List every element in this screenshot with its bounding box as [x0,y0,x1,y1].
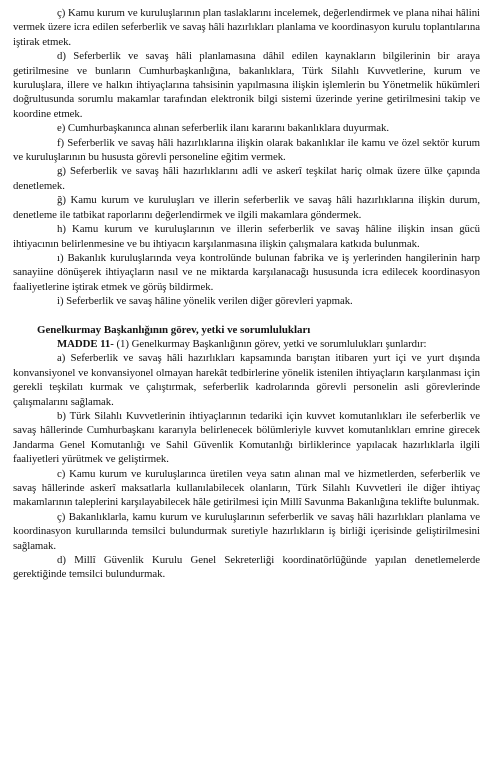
madde-intro-text: (1) Genelkurmay Başkanlığının görev, yetki ve sorumlulukları şunlardır: [113,337,427,350]
paragraph-c-cedilla: ç) Kamu kurum ve kuruluşlarının plan taslaklarını incelemek, değerlendirmek ve plana nihai hâlini vermek üzere icra edilen seferberlik ve savaş hâli hazırlıkları planlama ve koordinasyon kurulu toplantılarına iştirak etmek. [13,7,480,48]
paragraph-h: h) Kamu kurum ve kuruluşlarının ve illerin seferberlik ve savaş hâline ilişkin insan gücü ihtiyacının belirlenmesine ve bu ihtiyacın karşılanmasına ilişkin çalışmalara katkıda bulunmak. [13,223,480,250]
paragraph-e: e) Cumhurbaşkanınca alınan seferberlik ilanı kararını bakanlıklara duyurmak. [57,122,389,135]
section-gap [13,309,480,323]
paragraph-b: b) Türk Silahlı Kuvvetlerinin ihtiyaçlarının tedariki için kuvvet komutanlıkları ile seferberlik ve savaş hâllerinde Cumhurbaşkanı kararıyla belirlenecek bölümleriyle kuvvet komutanlıkları emrine girecek Jandarma Genel Komutanlığı ve Sahil Güvenlik Komutanlığı birliklerince yapılacak hazırlıklarla ilgili faaliyetleri yürütmek ve geliştirmek. [13,409,480,466]
paragraph-f: f) Seferberlik ve savaş hâli hazırlıklarına ilişkin olarak bakanlıklar ile kamu ve özel sektör kurum ve kuruluşlarının bu hususta görevli personeline eğitim vermek. [13,136,480,164]
paragraph-g-breve: ğ) Kamu kurum ve kuruluşları ve illerin seferberlik ve savaş hâli hazırlıklarına ilişkin durum, denetleme ile tatbikat raporlarını değerlendirmek ve ilgili makamlara göndermek. [13,194,480,221]
paragraph-i: i) Seferberlik ve savaş hâline yönelik verilen diğer görevleri yapmak. [57,295,353,308]
paragraph-g: g) Seferberlik ve savaş hâli hazırlıklarını adli ve askerî teşkilat hariç olmak üzere ülke çapında denetlemek. [13,165,480,192]
paragraph-a: a) Seferberlik ve savaş hâli hazırlıkları kapsamında barıştan itibaren yurt içi ve yurt dışında konvansiyonel ve konvansiyonel olmayan harekât tedbirlerine yönelik istenilen ihtiyaçların karşılanması için gerekli teşkilatı kurmak ve çalıştırmak, seferberlik kadrolarında görevli personelin asli görevlerinde çalışmalarını sağlamak. [13,352,480,408]
paragraph-c-cedilla-2: ç) Bakanlıklarla, kamu kurum ve kuruluşlarının seferberlik ve savaş hâli hazırlıkları planlama ve koordinasyon kurullarında temsilci bulundurmak suretiyle hazırlıkların iş birliği içerisinde geliştirilmesini sağlamak. [13,510,480,552]
madde-label: MADDE 11- [57,337,114,350]
madde-intro-paragraph [13,337,480,351]
paragraph-d: d) Seferberlik ve savaş hâli planlamasına dâhil edilen kaynakların bilgilerinin bir araya getirilmesine ve bunların Cumhurbaşkanlığına, bakanlıklara, Türk Silahlı Kuvvetlerine, kurum ve kuruluşlara, illere ve halkın ihtiyaçlarına tahsisinin yapılmasına ilişkin işlemlerin bu Yönetmelik hükümleri doğrultusunda sorumlu makamlar tarafından elektronik bilgi sistemi üzerinde yerine getirilmesini takip ve koordine etmek. [13,50,480,120]
paragraph-dotless-i: ı) Bakanlık kuruluşlarında veya kontrolünde bulunan fabrika ve iş yerlerinden hangilerinin harp sanayiine dönüşerek ihtiyaçların nasıl ve ne miktarda karşılanacağı hususunda icra edilecek koordinasyon faaliyetlerine iştirak etmek ve görüş bildirmek. [13,251,480,293]
paragraph-d-2: d) Millî Güvenlik Kurulu Genel Sekreterliği koordinatörlüğünde yapılan denetlemelerde gerektiğinde temsilci bulundurmak. [13,554,480,581]
section-heading: Genelkurmay Başkanlığının görev, yetki ve sorumlulukları [37,323,311,336]
paragraph-c: c) Kamu kurum ve kuruluşlarınca üretilen veya satın alınan mal ve hizmetlerden, seferberlik ve savaş hâllerinde askerî maksatlarla kullanılabilecek olanların, Türk Silahlı Kuvvetleri ile diğer ihtiyaç makamlarının taleplerini karşılayabilecek hâle getirilmesi için Millî Savunma Bakanlığına teklifte bulunmak. [13,467,480,509]
